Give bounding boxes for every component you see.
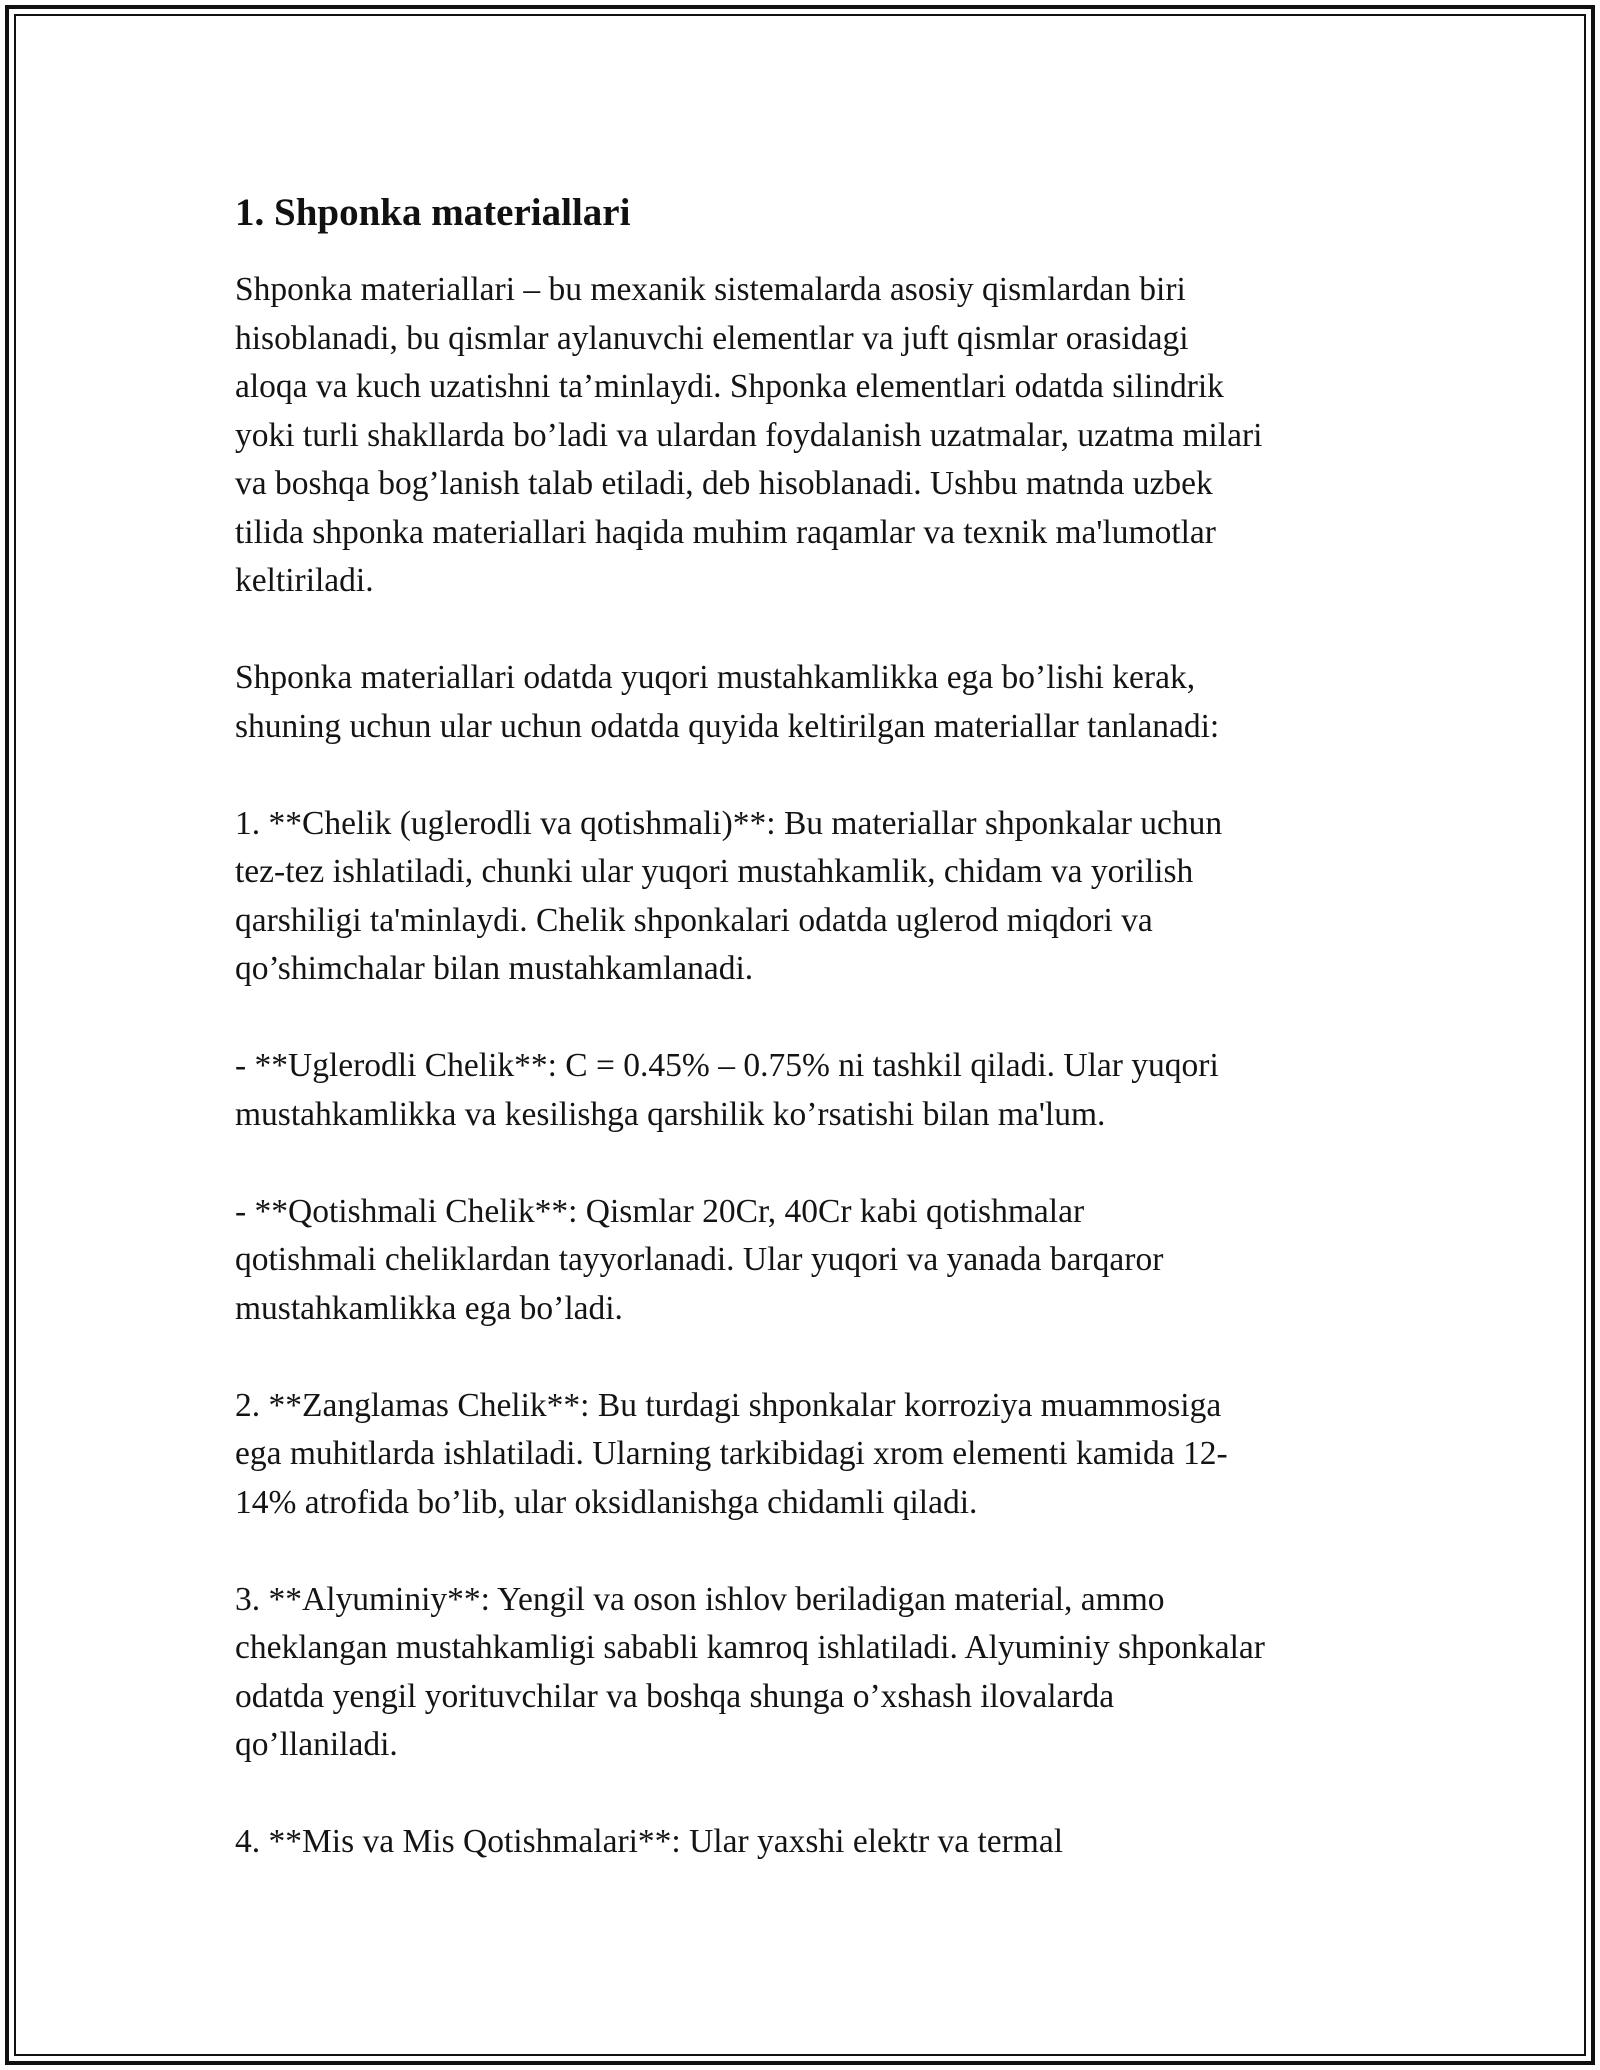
paragraph-spacer: [235, 1333, 1380, 1382]
paragraph-spacer: [235, 1527, 1380, 1576]
sub-item-alloy-steel: - **Qotishmali Chelik**: Qismlar 20Cr, 40Cr kabi qotishmalar qotishmali cheliklardan tayyorlanadi. Ular yuqori va yanada barqaror mustahkamlikka ega bo’ladi.: [235, 1192, 1164, 1327]
section-heading: 1. Shponka materiallari: [235, 191, 631, 234]
list-item-steel: 1. **Chelik (uglerodli va qotishmali)**: Bu materiallar shponkalar uchun tez-tez ishlatiladi, chunki ular yuqori mustahkamlik, chidam va yorilish qarshiligi ta'minlaydi. Chelik shponkalari odatda uglerod miqdori va qo’shimchalar bilan mustahkamlanadi.: [235, 804, 1223, 987]
paragraph-spacer: [235, 1139, 1380, 1188]
paragraph-spacer: [235, 606, 1380, 655]
paragraph-spacer: [235, 1770, 1380, 1819]
paragraph-materials-lead: Shponka materiallari odatda yuqori mustahkamlikka ega bo’lishi kerak, shuning uchun ular uchun odatda quyida keltirilgan materiallar tanlanadi:: [235, 659, 1220, 745]
sub-item-carbon-steel: - **Uglerodli Chelik**: C = 0.45% – 0.75% ni tashkil qiladi. Ular yuqori mustahkamlikka va kesilishga qarshilik ko’rsatishi bilan ma'lum.: [235, 1047, 1219, 1133]
list-item-copper: 4. **Mis va Mis Qotishmalari**: Ular yaxshi elektr va termal: [235, 1823, 1064, 1860]
document-body: [235, 186, 1380, 1867]
list-item-aluminium: 3. **Alyuminiy**: Yengil va oson ishlov beriladigan material, ammo cheklangan mustahkamligi sababli kamroq ishlatiladi. Alyuminiy shponkalar odatda yengil yorituvchilar va boshqa shunga o’xshash ilovalarda qo’llaniladi.: [235, 1580, 1265, 1763]
paragraph-spacer: [235, 994, 1380, 1043]
paragraph-intro: Shponka materiallari – bu mexanik sistemalarda asosiy qismlardan biri hisoblanadi, bu qismlar aylanuvchi elementlar va juft qismlar orasidagi aloqa va kuch uzatishni ta’minlaydi. Shponka elementlari odatda silindrik yoki turli shakllarda bo’ladi va ulardan foydalanish uzatmalar, uzatma milari va boshqa bog’lanish talab etiladi, deb hisoblanadi. Ushbu matnda uzbek tilida shponka materiallari haqida muhim raqamlar va texnik ma'lumotlar keltiriladi.: [235, 271, 1263, 599]
list-item-stainless-steel: 2. **Zanglamas Chelik**: Bu turdagi shponkalar korroziya muammosiga ega muhitlarda ishlatiladi. Ularning tarkibidagi xrom elementi kamida 12- 14% atrofida bo’lib, ular oksidlanishga chidamli qiladi.: [235, 1386, 1228, 1521]
paragraph-spacer: [235, 751, 1380, 800]
